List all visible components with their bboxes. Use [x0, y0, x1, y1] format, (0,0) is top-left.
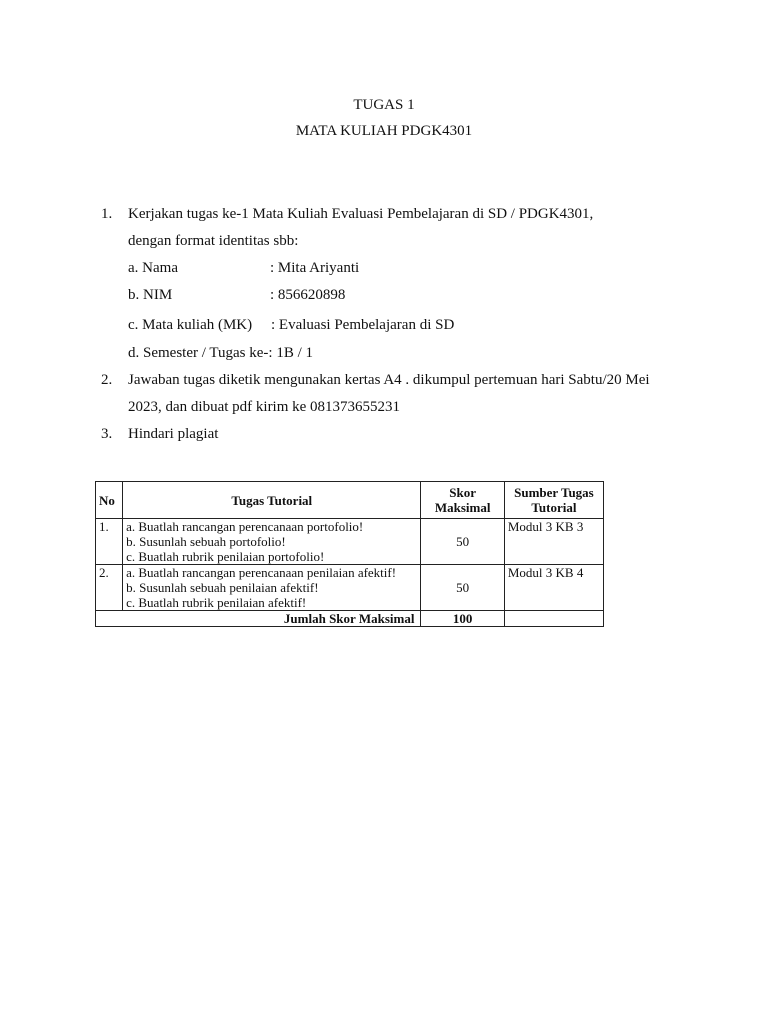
row-2-task-a: a. Buatlah rancangan perencanaan penilaian afektif! [126, 565, 397, 580]
header-sumber [504, 482, 603, 519]
task-table [95, 481, 604, 627]
row-2-sumber: Modul 3 KB 4 [504, 565, 603, 611]
row-2-task-b: b. Susunlah sebuah penilaian afektif! [126, 580, 319, 595]
row-1-tasks [123, 519, 421, 565]
identity-value-nim: : 856620898 [270, 287, 346, 303]
instruction-3-number: 3. [101, 426, 113, 442]
row-1-sumber: Modul 3 KB 3 [504, 519, 603, 565]
row-2-no: 2. [96, 565, 123, 611]
total-sumber-empty [504, 611, 603, 627]
row-2-tasks [123, 565, 421, 611]
instruction-1-line-2: dengan format identitas sbb: [128, 233, 299, 249]
header-skor-line-2: Maksimal [434, 500, 491, 515]
instruction-3-line-1: Hindari plagiat [128, 426, 219, 442]
header-skor [421, 482, 504, 519]
row-2-task-c: c. Buatlah rubrik penilaian afektif! [126, 595, 307, 610]
instruction-1-number: 1. [101, 206, 113, 222]
document-title: TUGAS 1 [353, 97, 415, 113]
table-row [96, 565, 604, 611]
header-sumber-line-2: Tutorial [531, 500, 577, 515]
table-total-row [96, 611, 604, 627]
header-skor-line-1: Skor [449, 485, 477, 500]
row-1-task-b: b. Susunlah sebuah portofolio! [126, 534, 286, 549]
table-row [96, 519, 604, 565]
identity-label-nama: a. Nama [128, 260, 178, 276]
identity-label-nim: b. NIM [128, 287, 173, 303]
instruction-1-line-1: Kerjakan tugas ke-1 Mata Kuliah Evaluasi Pembelajaran di SD / PDGK4301, [128, 206, 594, 222]
instruction-2-line-1: Jawaban tugas diketik mengunakan kertas A4 . dikumpul pertemuan hari Sabtu/20 Mei [128, 372, 650, 388]
instruction-2-number: 2. [101, 372, 113, 388]
document-subtitle: MATA KULIAH PDGK4301 [295, 123, 473, 139]
instruction-2-line-2: 2023, dan dibuat pdf kirim ke 081373655231 [128, 399, 401, 415]
row-1-task-a: a. Buatlah rancangan perencanaan portofolio! [126, 519, 364, 534]
identity-label-semester: d. Semester / Tugas ke-: 1B / 1 [128, 345, 314, 361]
row-1-no: 1. [96, 519, 123, 565]
identity-label-mk: c. Mata kuliah (MK) [128, 317, 253, 333]
row-2-skor: 50 [421, 565, 504, 611]
header-tugas: Tugas Tutorial [123, 482, 421, 519]
identity-value-nama: : Mita Ariyanti [270, 260, 360, 276]
header-sumber-line-1: Sumber Tugas [514, 485, 594, 500]
row-1-skor: 50 [421, 519, 504, 565]
total-label: Jumlah Skor Maksimal [96, 611, 421, 627]
row-1-task-c: c. Buatlah rubrik penilaian portofolio! [126, 549, 325, 564]
header-no: No [96, 482, 123, 519]
identity-value-mk: : Evaluasi Pembelajaran di SD [271, 317, 455, 333]
table-header-row [96, 482, 604, 519]
total-value: 100 [421, 611, 504, 627]
